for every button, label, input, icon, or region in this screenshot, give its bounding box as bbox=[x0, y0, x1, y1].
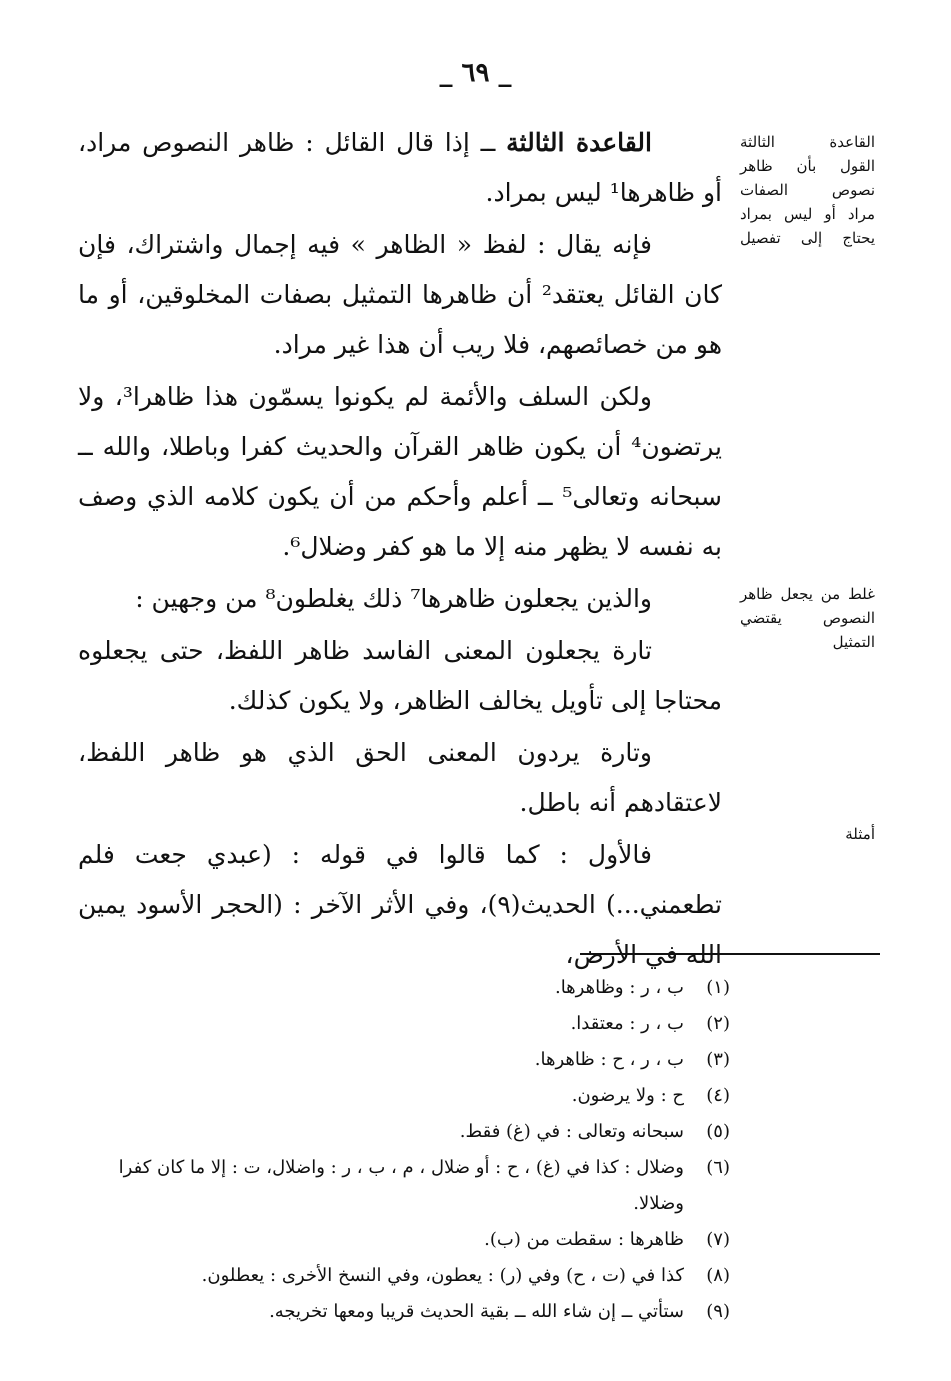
footnote-number: (٧) bbox=[706, 1229, 730, 1250]
paragraph: ولكن السلف والأئمة لم يكونوا يسمّون هذا ظاهرا³، ولا يرتضون⁴ أن يكون ظاهر القرآن والحديث كفرا وباطلا، والله ــ سبحانه وتعالى⁵ ــ أعلم وأحكم من أن يكون كلامه الذي وصف به نفسه لا يظهر منه إلا ما هو كفر وضلال⁶. bbox=[78, 382, 722, 561]
footnote-number: (٩) bbox=[706, 1301, 730, 1322]
footnote-text: وضلال : كذا في (غ) ، ح : أو ضلال ، م ، ب ، ر : واضلال، ت : إلا ما كان كفرا وضلالا. bbox=[118, 1157, 684, 1214]
page-number: _ ٦٩ _ bbox=[439, 58, 512, 88]
footnote bbox=[80, 1114, 730, 1150]
margin-note-line: مراد أو ليس بمراد bbox=[740, 205, 875, 223]
footnote bbox=[80, 970, 730, 1006]
footnote-divider bbox=[580, 953, 880, 955]
paragraph-third-rule bbox=[78, 118, 722, 218]
footnote-number: (٦) bbox=[706, 1157, 730, 1178]
paragraph: فإنه يقال : لفظ « الظاهر » فيه إجمال واشتراك، فإن كان القائل يعتقد² أن ظاهرها التمثيل بصفات المخلوقين، أو ما هو من خصائصهم، فلا ريب أن هذا غير مراد. bbox=[78, 230, 722, 359]
footnote-text: ب ، ر : معتقدا. bbox=[570, 1013, 684, 1034]
paragraph: فالأول : كما قالوا في قوله : (عبدي جعت فلم تطعمني...) الحديث(٩)، وفي الأثر الآخر : (الحجر الأسود يمين الله في الأرض، bbox=[78, 840, 722, 969]
margin-note-line: التمثيل bbox=[832, 633, 875, 651]
margin-note-line: أمثلة bbox=[845, 825, 875, 843]
margin-note-examples bbox=[740, 822, 875, 846]
paragraph: والذين يجعلون ظاهرها⁷ ذلك يغلطون⁸ من وجهين : bbox=[135, 584, 652, 613]
footnote-text: ستأتي ــ إن شاء الله ــ بقية الحديث قريبا ومعها تخريجه. bbox=[269, 1301, 684, 1322]
paragraph-text: ــ إذا قال القائل : ظاهر النصوص مراد، أو ظاهرها¹ ليس بمراد. bbox=[78, 128, 722, 207]
footnote-number: (٥) bbox=[706, 1121, 730, 1142]
footnote-text: كذا في (ت ، ح) وفي (ر) : يعطون، وفي النسخ الأخرى : يعطلون. bbox=[201, 1265, 684, 1286]
footnote bbox=[80, 1078, 730, 1114]
margin-note-third-rule bbox=[740, 130, 875, 250]
margin-note-line: القول بأن ظاهر bbox=[740, 157, 875, 175]
footnote-text: سبحانه وتعالى : في (غ) فقط. bbox=[459, 1121, 684, 1142]
footnote bbox=[80, 1222, 730, 1258]
paragraph: تارة يجعلون المعنى الفاسد ظاهر اللفظ، حتى يجعلوه محتاجا إلى تأويل يخالف الظاهر، ولا يكون كذلك. bbox=[78, 636, 722, 715]
footnote bbox=[80, 1006, 730, 1042]
paragraph: وتارة يردون المعنى الحق الذي هو ظاهر اللفظ، لاعتقادهم أنه باطل. bbox=[78, 738, 722, 817]
footnote-number: (٣) bbox=[706, 1049, 730, 1070]
margin-note-line: نصوص الصفات bbox=[740, 181, 875, 199]
footnote bbox=[80, 1150, 730, 1222]
footnote-number: (٤) bbox=[706, 1085, 730, 1106]
footnote-number: (٨) bbox=[706, 1265, 730, 1286]
rule-heading: القاعدة الثالثة bbox=[506, 128, 652, 157]
main-text bbox=[78, 118, 722, 982]
margin-note-line: القاعدة الثالثة bbox=[740, 133, 875, 151]
footnote bbox=[80, 1294, 730, 1330]
margin-note-line: يحتاج إلى تفصيل bbox=[740, 229, 875, 247]
footnotes bbox=[80, 970, 730, 1330]
footnote-text: ح : ولا يرضون. bbox=[571, 1085, 684, 1106]
footnote-number: (٢) bbox=[706, 1013, 730, 1034]
footnote-text: ب ، ر : وظاهرها. bbox=[554, 977, 684, 998]
footnote-number: (١) bbox=[706, 977, 730, 998]
footnote bbox=[80, 1258, 730, 1294]
margin-note-mistake bbox=[740, 582, 875, 654]
margin-note-line: النصوص يقتضي bbox=[740, 609, 875, 627]
footnote-text: ب ، ر ، ح : ظاهرها. bbox=[534, 1049, 684, 1070]
footnote-text: ظاهرها : سقطت من (ب). bbox=[484, 1229, 684, 1250]
footnote bbox=[80, 1042, 730, 1078]
margin-note-line: غلط من يجعل ظاهر bbox=[740, 585, 875, 603]
